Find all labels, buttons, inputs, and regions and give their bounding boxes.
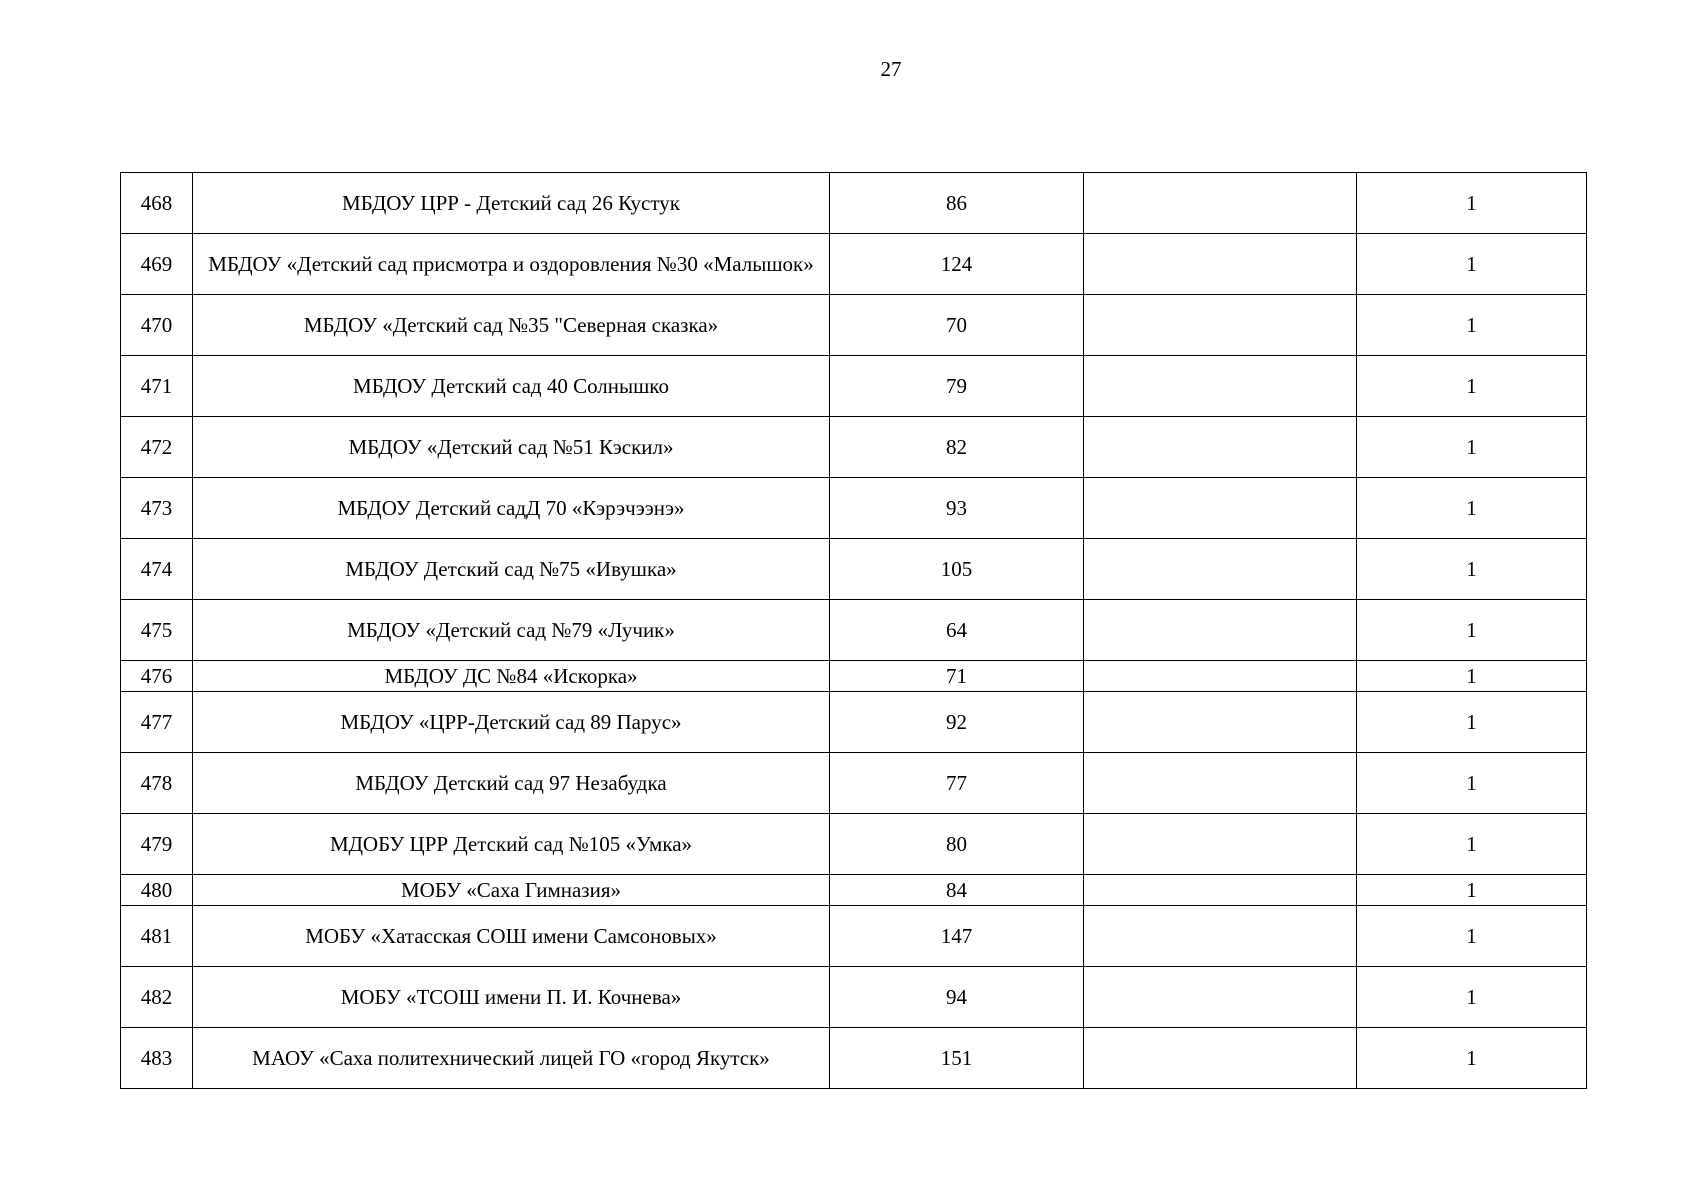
empty-cell (1084, 295, 1357, 356)
empty-cell (1084, 967, 1357, 1028)
institution-name-cell: МДОБУ ЦРР Детский сад №105 «Умка» (193, 814, 830, 875)
empty-cell (1084, 814, 1357, 875)
table-row (121, 173, 1587, 234)
value-cell: 1 (1357, 753, 1587, 814)
row-number-cell: 481 (121, 906, 193, 967)
institution-name-cell: МБДОУ «ЦРР-Детский сад 89 Парус» (193, 692, 830, 753)
value-cell: 1 (1357, 295, 1587, 356)
count-cell: 124 (830, 234, 1084, 295)
page-number: 27 (880, 57, 902, 81)
empty-cell (1084, 600, 1357, 661)
row-number-cell: 482 (121, 967, 193, 1028)
count-cell: 70 (830, 295, 1084, 356)
institution-name-cell: МБДОУ ДС №84 «Искорка» (193, 661, 830, 692)
value-cell: 1 (1357, 875, 1587, 906)
empty-cell (1084, 356, 1357, 417)
institution-name-cell: МБДОУ Детский сад 97 Незабудка (193, 753, 830, 814)
value-cell: 1 (1357, 692, 1587, 753)
value-cell: 1 (1357, 661, 1587, 692)
value-cell: 1 (1357, 417, 1587, 478)
table-row (121, 906, 1587, 967)
value-cell: 1 (1357, 600, 1587, 661)
count-cell: 86 (830, 173, 1084, 234)
empty-cell (1084, 417, 1357, 478)
institution-name-cell: МБДОУ Детский сад №75 «Ивушка» (193, 539, 830, 600)
empty-cell (1084, 906, 1357, 967)
row-number-cell: 479 (121, 814, 193, 875)
institution-name-cell: МБДОУ Детский садД 70 «Кэрэчээнэ» (193, 478, 830, 539)
row-number-cell: 477 (121, 692, 193, 753)
institution-name-cell: МОБУ «Саха Гимназия» (193, 875, 830, 906)
count-cell: 71 (830, 661, 1084, 692)
row-number-cell: 472 (121, 417, 193, 478)
count-cell: 94 (830, 967, 1084, 1028)
value-cell: 1 (1357, 814, 1587, 875)
count-cell: 105 (830, 539, 1084, 600)
institution-name-cell: МАОУ «Саха политехнический лицей ГО «город Якутск» (193, 1028, 830, 1089)
row-number-cell: 475 (121, 600, 193, 661)
count-cell: 80 (830, 814, 1084, 875)
empty-cell (1084, 692, 1357, 753)
table-row (121, 600, 1587, 661)
count-cell: 64 (830, 600, 1084, 661)
institution-name-cell: МБДОУ «Детский сад №79 «Лучик» (193, 600, 830, 661)
empty-cell (1084, 478, 1357, 539)
count-cell: 77 (830, 753, 1084, 814)
institution-name-cell: МОБУ «ТСОШ имени П. И. Кочнева» (193, 967, 830, 1028)
table-row (121, 753, 1587, 814)
empty-cell (1084, 1028, 1357, 1089)
institution-name-cell: МБДОУ «Детский сад №51 Кэскил» (193, 417, 830, 478)
value-cell: 1 (1357, 234, 1587, 295)
count-cell: 92 (830, 692, 1084, 753)
empty-cell (1084, 173, 1357, 234)
empty-cell (1084, 875, 1357, 906)
row-number-cell: 474 (121, 539, 193, 600)
count-cell: 93 (830, 478, 1084, 539)
table-row (121, 1028, 1587, 1089)
table-row (121, 417, 1587, 478)
row-number-cell: 480 (121, 875, 193, 906)
institution-name-cell: МБДОУ Детский сад 40 Солнышко (193, 356, 830, 417)
count-cell: 82 (830, 417, 1084, 478)
row-number-cell: 478 (121, 753, 193, 814)
table-row (121, 692, 1587, 753)
row-number-cell: 473 (121, 478, 193, 539)
value-cell: 1 (1357, 1028, 1587, 1089)
empty-cell (1084, 753, 1357, 814)
table-row (121, 661, 1587, 692)
institution-name-cell: МОБУ «Хатасская СОШ имени Самсоновых» (193, 906, 830, 967)
value-cell: 1 (1357, 539, 1587, 600)
table-row (121, 967, 1587, 1028)
row-number-cell: 471 (121, 356, 193, 417)
table-row (121, 875, 1587, 906)
count-cell: 84 (830, 875, 1084, 906)
table-row (121, 814, 1587, 875)
value-cell: 1 (1357, 356, 1587, 417)
count-cell: 147 (830, 906, 1084, 967)
table-row (121, 234, 1587, 295)
table-row (121, 295, 1587, 356)
institution-name-cell: МБДОУ ЦРР - Детский сад 26 Кустук (193, 173, 830, 234)
institution-name-cell: МБДОУ «Детский сад №35 "Северная сказка» (193, 295, 830, 356)
count-cell: 151 (830, 1028, 1084, 1089)
table-body (121, 173, 1587, 1089)
count-cell: 79 (830, 356, 1084, 417)
row-number-cell: 470 (121, 295, 193, 356)
row-number-cell: 483 (121, 1028, 193, 1089)
row-number-cell: 468 (121, 173, 193, 234)
empty-cell (1084, 539, 1357, 600)
table-row (121, 478, 1587, 539)
table-row (121, 356, 1587, 417)
value-cell: 1 (1357, 173, 1587, 234)
empty-cell (1084, 661, 1357, 692)
institution-name-cell: МБДОУ «Детский сад присмотра и оздоровления №30 «Малышок» (193, 234, 830, 295)
table-row (121, 539, 1587, 600)
value-cell: 1 (1357, 967, 1587, 1028)
row-number-cell: 469 (121, 234, 193, 295)
institutions-table (120, 172, 1587, 1089)
value-cell: 1 (1357, 478, 1587, 539)
value-cell: 1 (1357, 906, 1587, 967)
empty-cell (1084, 234, 1357, 295)
row-number-cell: 476 (121, 661, 193, 692)
